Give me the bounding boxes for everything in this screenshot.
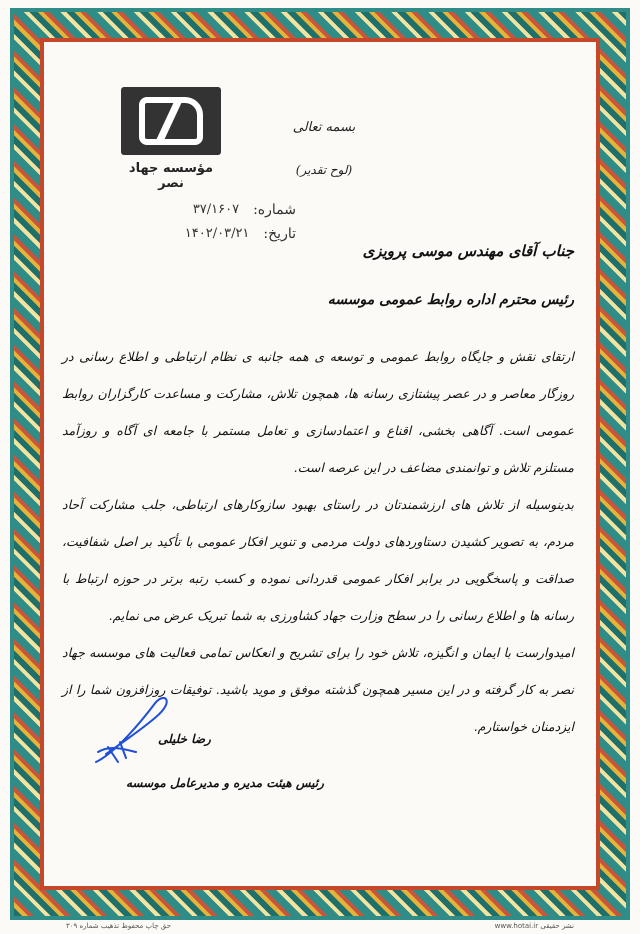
recipient-name: جناب آقای مهندس موسی پرویزی — [362, 242, 574, 260]
date-value: ۱۴۰۲/۰۳/۲۱ — [184, 226, 250, 241]
footer — [10, 916, 630, 932]
footer-publisher: www.hotai.ir نشر حقیقی — [494, 922, 574, 930]
footer-copyright: حق چاپ محفوظ تذهیب شماره ۳۰۹ — [66, 922, 171, 930]
certificate-page — [44, 42, 596, 888]
recipient-title: رئیس محترم اداره روابط عمومی موسسه — [327, 292, 574, 308]
org-logo — [116, 87, 226, 191]
number-row — [106, 202, 296, 218]
header-center — [244, 120, 404, 177]
body-paragraph: ارتقای نقش و جایگاه روابط عمومی و توسعه ی همه جانبه ی نظام ارتباطی و اطلاع رسانی در روزگار معاصر و در عصر پیشتازی رسانه ها، همچون تلاش، مشارکت و مساعدت کارگزاران روابط عمومی است. آگاهی بخشی، اقناع و اعتمادسازی و تعامل مستمر با جامعه ای آگاه و روزآمد مستلزم تلاش و توانمندی مضاعف در این عرصه است. — [62, 349, 574, 475]
signer-name: رضا خلیلی — [158, 732, 211, 746]
number-value: ۳۷/۱۶۰۷ — [192, 202, 240, 217]
body-paragraph: امیدوارست با ایمان و انگیزه، تلاش خود را برای تشریح و انعکاس تمامی فعالیت های موسسه جهاد نصر به کار گرفته و در این مسیر همچون گذشته موفق و موید باشید. توفیقات روزافزون شما را از ایزدمنان خواستارم. — [62, 645, 574, 734]
number-label: شماره: — [253, 202, 296, 218]
basmala: بسمه تعالی — [292, 120, 356, 135]
logo-mark-icon — [121, 87, 221, 155]
certificate-body — [62, 338, 574, 745]
date-label: تاریخ: — [263, 226, 296, 242]
signer-title: رئیس هیئت مدیره و مدیرعامل موسسه — [126, 776, 324, 790]
org-name: مؤسسه جهاد نصر — [128, 161, 214, 191]
body-paragraph: بدینوسیله از تلاش های ارزشمندتان در راستای بهبود سازوکارهای ارتباطی، جلب مشارکت آحاد مردم، به تصویر کشیدن دستاوردهای دولت مردمی و تنویر افکار عمومی با تأکید بر اصل شفافیت، صداقت و پاسخگویی در برابر افکار عمومی قدردانی نموده و کسب رتبه برتر در حوزه ارتباط با رسانه ها و اطلاع رسانی را در سطح وزارت جهاد کشاورزی به شما تبریک عرض می نمایم. — [62, 497, 574, 623]
date-row — [106, 226, 296, 242]
document-subtitle: (لوح تقدیر) — [295, 163, 353, 177]
